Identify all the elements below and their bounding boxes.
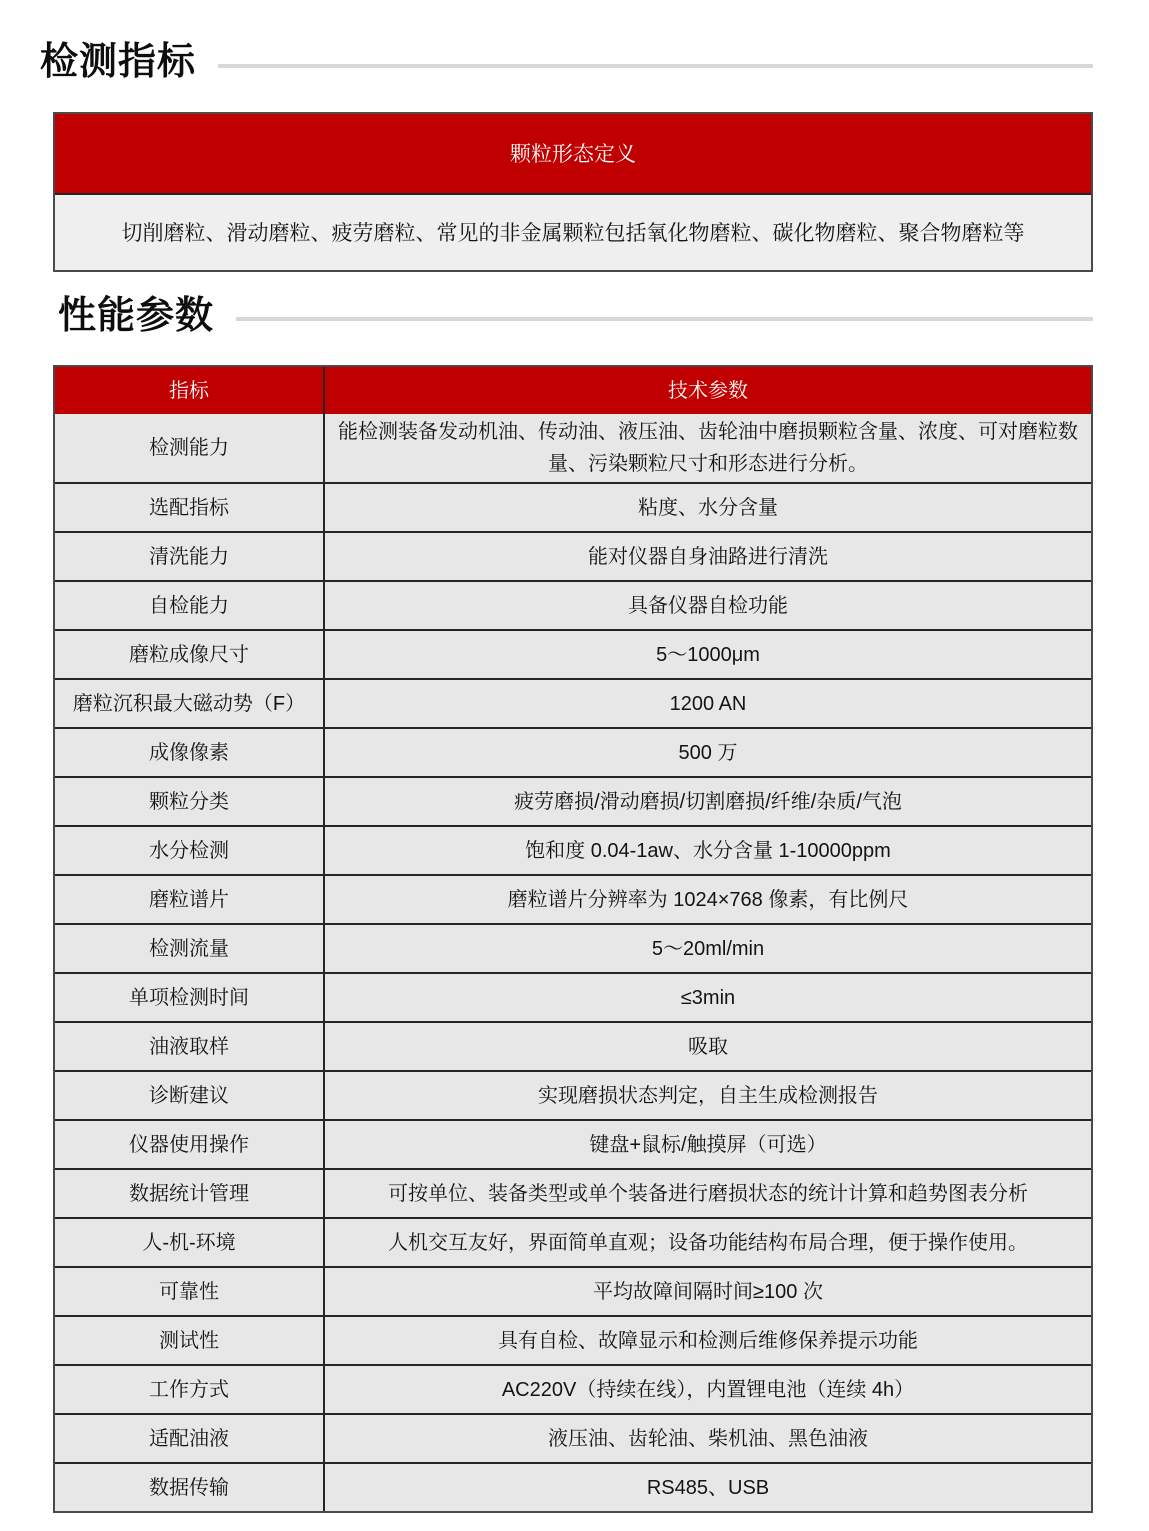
table-row (55, 414, 1091, 482)
spec-label-cell: 清洗能力 (55, 533, 325, 580)
spec-value-cell: 饱和度 0.04-1aw、水分含量 1-10000ppm (525, 839, 891, 862)
spec-value-cell: 具备仪器自检功能 (628, 594, 788, 617)
spec-label-cell: 磨粒沉积最大磁动势（F） (55, 680, 325, 727)
table-body (55, 414, 1091, 1511)
table-row (55, 825, 1091, 874)
spec-value-cell: 具有自检、故障显示和检测后维修保养提示功能 (498, 1329, 918, 1352)
table-row (55, 1413, 1091, 1462)
heading-divider-line (236, 317, 1093, 321)
table-row (55, 1021, 1091, 1070)
spec-value-cell: 键盘+鼠标/触摸屏（可选） (589, 1133, 827, 1156)
spec-label-cell: 适配油液 (55, 1415, 325, 1462)
spec-label-cell: 颗粒分类 (55, 778, 325, 825)
spec-value-cell: 5～1000μm (656, 643, 760, 666)
spec-label-cell: 检测能力 (55, 414, 325, 482)
table-row (55, 580, 1091, 629)
table-row (55, 629, 1091, 678)
table-row (55, 1462, 1091, 1511)
section-title-performance: 性能参数 (58, 294, 215, 337)
spec-value-cell: AC220V（持续在线），内置锂电池（连续 4h） (501, 1378, 915, 1401)
table-row (55, 1315, 1091, 1364)
section-performance-heading (40, 294, 1093, 340)
spec-label-cell: 工作方式 (55, 1366, 325, 1413)
section-title-detection: 检测指标 (40, 41, 197, 83)
spec-value-cell: 能对仪器自身油路进行清洗 (588, 545, 828, 568)
particle-definition-header: 颗粒形态定义 (55, 114, 1091, 195)
table-header-label: 指标 (55, 367, 325, 414)
spec-label-cell: 单项检测时间 (55, 974, 325, 1021)
table-row (55, 531, 1091, 580)
spec-label-cell: 磨粒成像尺寸 (55, 631, 325, 678)
spec-value-cell: 吸取 (688, 1035, 728, 1058)
spec-value-cell: 实现磨损状态判定，自主生成检测报告 (538, 1084, 878, 1107)
table-row (55, 1168, 1091, 1217)
spec-value-cell: 液压油、齿轮油、柴机油、黑色油液 (548, 1427, 868, 1450)
table-row (55, 972, 1091, 1021)
spec-label-cell: 成像像素 (55, 729, 325, 776)
spec-value-cell: 1200 AN (669, 692, 747, 715)
table-row (55, 1119, 1091, 1168)
table-row (55, 1364, 1091, 1413)
spec-value-cell: RS485、USB (646, 1476, 770, 1499)
particle-definition-box (53, 112, 1093, 272)
spec-label-cell: 数据统计管理 (55, 1170, 325, 1217)
table-row (55, 727, 1091, 776)
spec-label-cell: 检测流量 (55, 925, 325, 972)
table-row (55, 1266, 1091, 1315)
spec-value-cell: 平均故障间隔时间≥100 次 (593, 1280, 823, 1303)
spec-label-cell: 数据传输 (55, 1464, 325, 1511)
spec-value-cell: 人机交互友好，界面简单直观；设备功能结构布局合理，便于操作使用。 (388, 1231, 1028, 1254)
spec-label-cell: 自检能力 (55, 582, 325, 629)
particle-definition-body: 切削磨粒、滑动磨粒、疲劳磨粒、常见的非金属颗粒包括氧化物磨粒、碳化物磨粒、聚合物磨粒等 (121, 222, 1025, 246)
spec-value-cell: 能检测装备发动机油、传动油、液压油、齿轮油中磨损颗粒含量、浓度、可对磨粒数量、污染颗粒尺寸和形态进行分析。 (338, 421, 1078, 476)
table-row (55, 776, 1091, 825)
table-row (55, 874, 1091, 923)
spec-value-cell: 磨粒谱片分辨率为 1024×768 像素，有比例尺 (507, 888, 909, 911)
spec-value-cell: 疲劳磨损/滑动磨损/切割磨损/纤维/杂质/气泡 (514, 790, 902, 813)
heading-divider-line (218, 64, 1093, 68)
table-row (55, 1070, 1091, 1119)
spec-label-cell: 油液取样 (55, 1023, 325, 1070)
spec-value-cell: ≤3min (680, 986, 736, 1009)
table-row (55, 923, 1091, 972)
spec-label-cell: 诊断建议 (55, 1072, 325, 1119)
spec-value-cell: 可按单位、装备类型或单个装备进行磨损状态的统计计算和趋势图表分析 (388, 1182, 1028, 1205)
spec-label-cell: 磨粒谱片 (55, 876, 325, 923)
table-row (55, 1217, 1091, 1266)
spec-label-cell: 选配指标 (55, 484, 325, 531)
table-header-value: 技术参数 (668, 379, 748, 402)
spec-table (53, 365, 1093, 1513)
spec-label-cell: 仪器使用操作 (55, 1121, 325, 1168)
spec-label-cell: 可靠性 (55, 1268, 325, 1315)
spec-label-cell: 人-机-环境 (55, 1219, 325, 1266)
table-row (55, 482, 1091, 531)
section-detection-heading (40, 40, 1093, 86)
spec-label-cell: 测试性 (55, 1317, 325, 1364)
table-header-row (55, 367, 1091, 414)
spec-value-cell: 5～20ml/min (651, 937, 765, 960)
spec-label-cell: 水分检测 (55, 827, 325, 874)
spec-value-cell: 500 万 (678, 741, 738, 764)
spec-value-cell: 粘度、水分含量 (638, 496, 778, 519)
table-row (55, 678, 1091, 727)
